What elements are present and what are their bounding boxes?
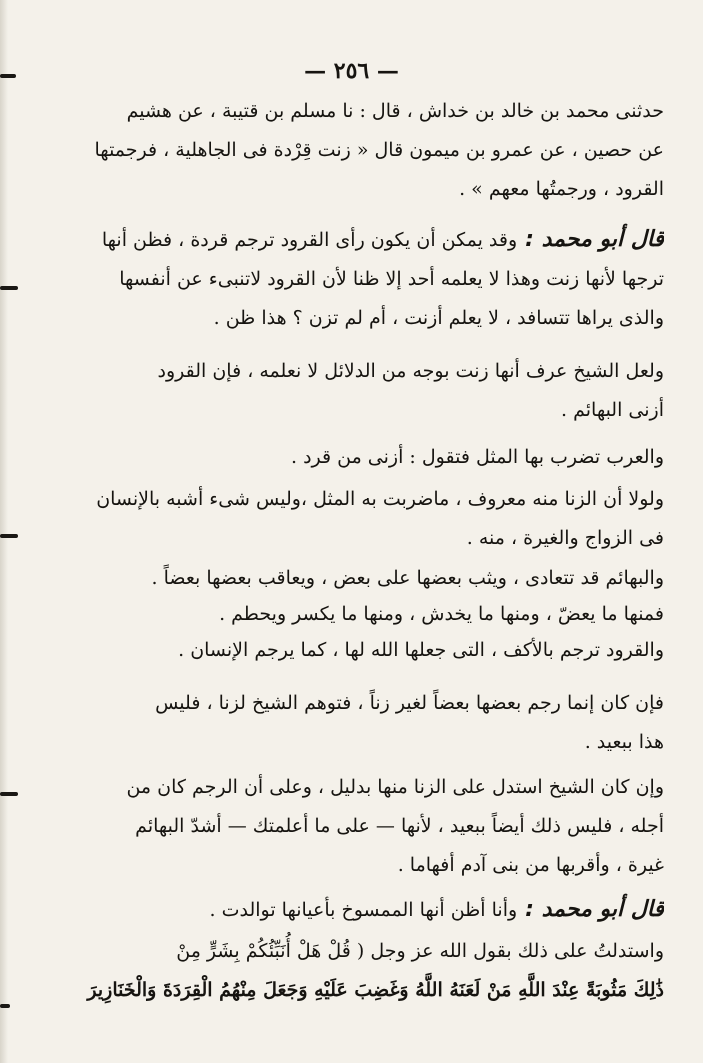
speaker-heading: قال أبو محمد : [525, 227, 664, 252]
paragraph-stoning [22, 684, 664, 762]
page-edge-shadow [0, 0, 8, 1063]
paragraph-abu-muhammad-1 [22, 220, 664, 338]
paragraph-abu-muhammad-2 [22, 890, 664, 930]
text-line: أجله ، فليس ذلك أيضاً ببعيد ، لأنها — على ما أعلمتك — أشدّ البهائم [135, 815, 664, 837]
text-line: القرود ، ورجمتُها معهم » . [459, 178, 664, 200]
text-line: ولولا أن الزنا منه معروف ، ماضربت به المثل ،وليس شىء أشبه بالإنسان [96, 488, 664, 510]
text-line: حدثنى محمد بن خالد بن خداش ، قال : نا مسلم بن قتيبة ، عن هشيم [126, 100, 664, 122]
text-line: هذا ببعيد . [584, 731, 664, 753]
speaker-heading: قال أبو محمد : [525, 897, 664, 922]
text-line: فمنها ما يعضّ ، ومنها ما يخدش ، ومنها ما يكسر ويحطم . [219, 603, 664, 625]
text-line: والقرود ترجم بالأكف ، التى جعلها الله لها ، كما يرجم الإنسان . [178, 639, 664, 661]
paragraph-zina [22, 480, 664, 558]
text-line: ولعل الشيخ عرف أنها زنت بوجه من الدلائل لا نعلمه ، فإن القرود [157, 360, 664, 382]
text-line: أزنى البهائم . [561, 399, 664, 421]
page-number: — ٢٥٦ — [304, 58, 399, 84]
text-line: عن حصين ، عن عمرو بن ميمون قال « زنت قِرْدة فى الجاهلية ، فرجمتها [94, 139, 664, 161]
paragraph-arabs [22, 438, 664, 477]
paragraph-quran [22, 932, 664, 1010]
text-line: فإن كان إنما رجم بعضها بعضاً لغير زناً ، فتوهم الشيخ لزنا ، فليس [155, 692, 664, 714]
text-line: وإن كان الشيخ استدل على الزنا منها بدليل ، وعلى أن الرجم كان من [126, 776, 664, 798]
text-line [22, 220, 664, 260]
margin-mark [0, 792, 18, 796]
paragraph-evidence [22, 768, 664, 885]
paragraph-animals [22, 560, 664, 668]
margin-mark [0, 1004, 10, 1008]
paragraph-hadith [22, 92, 664, 209]
text-line: فى الزواج والغيرة ، منه . [466, 527, 664, 549]
line-text: وقد يمكن أن يكون رأى القرود ترجم قردة ، فظن أنها [101, 229, 518, 251]
paragraph-sheikh [22, 352, 664, 430]
text-line: واستدلتُ على ذلك بقول الله عز وجل ( قُلْ هَلْ أُنَبِّئُكُمْ بِشَرٍّ مِنْ [176, 940, 664, 962]
quran-verse-line: ذَٰلِكَ مَثُوبَةً عِنْدَ اللَّهِ مَنْ لَعَنَهُ اللَّهُ وَغَضِبَ عَلَيْهِ وَجَعَلَ مِنْهُمُ الْقِرَدَةَ وَالْخَنَازِيرَ [87, 979, 664, 1001]
text-line: غيرة ، وأقربها من بنى آدم أفهاما . [397, 854, 664, 876]
line-text: وأنا أظن أنها الممسوخ بأعيانها توالدت . [209, 899, 518, 921]
text-line: والبهائم قد تتعادى ، ويثب بعضها على بعض ، ويعاقب بعضها بعضاً . [151, 567, 664, 589]
margin-mark [0, 74, 16, 78]
text-line: والذى يراها تتسافد ، لا يعلم أزنت ، أم لم تزن ؟ هذا ظن . [213, 307, 664, 329]
text-line: ترجها لأنها زنت وهذا لا يعلمه أحد إلا ظنا لأن القرود لاتنبىء عن أنفسها [119, 268, 664, 290]
text-line [22, 890, 664, 930]
margin-mark [0, 286, 18, 290]
text-line: والعرب تضرب بها المثل فتقول : أزنى من قرد . [290, 446, 664, 468]
margin-mark [0, 534, 18, 538]
